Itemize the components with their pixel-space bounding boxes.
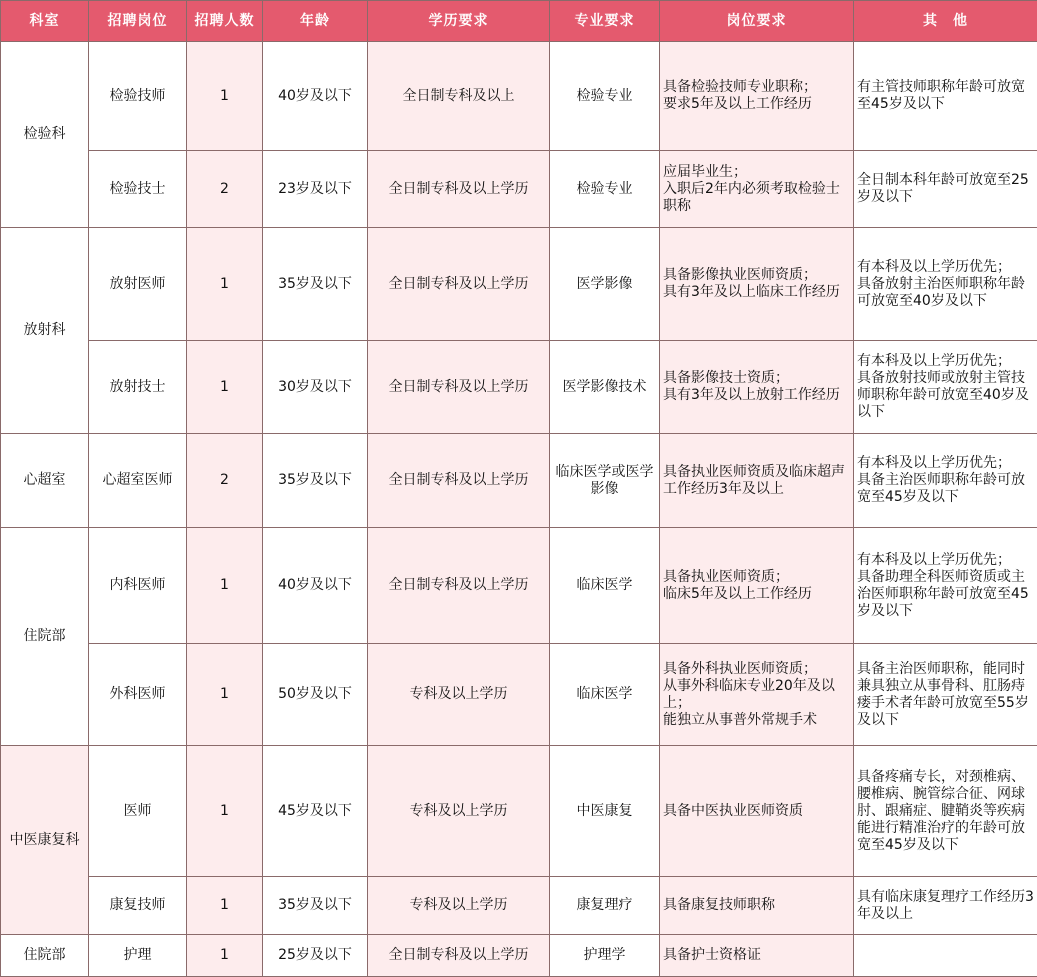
header-department: 科室 [1,1,89,42]
education-cell: 专科及以上学历 [368,877,550,935]
requirements-cell: 具备影像技士资质； 具有3年及以上放射工作经历 [660,341,854,434]
age-cell: 45岁及以下 [263,746,368,877]
header-row [1,1,1037,42]
table-row [1,935,1037,977]
requirements-cell: 具备中医执业医师资质 [660,746,854,877]
requirements-cell: 具备护士资格证 [660,935,854,977]
department-cell: 中医康复科 [1,746,89,935]
post-cell: 医师 [89,746,187,877]
count-cell: 1 [187,341,263,434]
age-cell: 40岁及以下 [263,528,368,644]
department-cell: 检验科 [1,42,89,228]
post-cell: 检验技师 [89,42,187,151]
education-cell: 全日制专科及以上学历 [368,228,550,341]
other-cell: 有本科及以上学历优先； 具备放射技师或放射主管技师职称年龄可放宽至40岁及以下 [854,341,1037,434]
major-cell: 检验专业 [550,151,660,228]
count-cell: 2 [187,151,263,228]
count-cell: 2 [187,434,263,528]
department-cell: 住院部 [1,935,89,977]
post-cell: 康复技师 [89,877,187,935]
major-cell: 康复理疗 [550,877,660,935]
table-row [1,341,1037,434]
header-other: 其 他 [854,1,1037,42]
count-cell: 1 [187,877,263,935]
requirements-cell: 具备康复技师职称 [660,877,854,935]
count-cell: 1 [187,746,263,877]
count-cell: 1 [187,528,263,644]
age-cell: 25岁及以下 [263,935,368,977]
other-cell: 有本科及以上学历优先； 具备放射主治医师职称年龄可放宽至40岁及以下 [854,228,1037,341]
major-cell: 医学影像 [550,228,660,341]
table-row [1,434,1037,528]
education-cell: 全日制专科及以上学历 [368,935,550,977]
other-cell: 具有临床康复理疗工作经历3年及以上 [854,877,1037,935]
post-cell: 心超室医师 [89,434,187,528]
count-cell: 1 [187,644,263,746]
other-cell: 有本科及以上学历优先； 具备助理全科医师资质或主治医师职称年龄可放宽至45岁及以下 [854,528,1037,644]
education-cell: 全日制专科及以上学历 [368,434,550,528]
age-cell: 50岁及以下 [263,644,368,746]
requirements-cell: 具备检验技师专业职称； 要求5年及以上工作经历 [660,42,854,151]
education-cell: 专科及以上学历 [368,746,550,877]
table-row [1,528,1037,644]
requirements-cell: 应届毕业生； 入职后2年内必须考取检验士职称 [660,151,854,228]
header-count: 招聘人数 [187,1,263,42]
department-cell: 放射科 [1,228,89,434]
header-education: 学历要求 [368,1,550,42]
education-cell: 全日制专科及以上学历 [368,528,550,644]
header-age: 年龄 [263,1,368,42]
other-cell [854,935,1037,977]
other-cell: 全日制本科年龄可放宽至25岁及以下 [854,151,1037,228]
post-cell: 内科医师 [89,528,187,644]
table-row [1,151,1037,228]
other-cell: 具备疼痛专长，对颈椎病、腰椎病、腕管综合征、网球肘、跟痛症、腱鞘炎等疾病能进行精准治疗的年龄可放宽至45岁及以下 [854,746,1037,877]
major-cell: 检验专业 [550,42,660,151]
department-cell: 心超室 [1,434,89,528]
header-major: 专业要求 [550,1,660,42]
education-cell: 专科及以上学历 [368,644,550,746]
count-cell: 1 [187,228,263,341]
requirements-cell: 具备影像执业医师资质； 具有3年及以上临床工作经历 [660,228,854,341]
major-cell: 医学影像技术 [550,341,660,434]
major-cell: 临床医学 [550,644,660,746]
major-cell: 临床医学 [550,528,660,644]
header-post: 招聘岗位 [89,1,187,42]
table-row [1,877,1037,935]
education-cell: 全日制专科及以上学历 [368,341,550,434]
major-cell: 护理学 [550,935,660,977]
age-cell: 35岁及以下 [263,877,368,935]
post-cell: 检验技士 [89,151,187,228]
table-row [1,42,1037,151]
header-requirements: 岗位要求 [660,1,854,42]
post-cell: 放射医师 [89,228,187,341]
age-cell: 35岁及以下 [263,228,368,341]
requirements-cell: 具备执业医师资质及临床超声工作经历3年及以上 [660,434,854,528]
requirements-cell: 具备外科执业医师资质； 从事外科临床专业20年及以上； 能独立从事普外常规手术 [660,644,854,746]
age-cell: 23岁及以下 [263,151,368,228]
age-cell: 40岁及以下 [263,42,368,151]
other-cell: 有主管技师职称年龄可放宽至45岁及以下 [854,42,1037,151]
education-cell: 全日制专科及以上 [368,42,550,151]
other-cell: 具备主治医师职称，能同时兼具独立从事骨科、肛肠痔瘘手术者年龄可放宽至55岁及以下 [854,644,1037,746]
age-cell: 30岁及以下 [263,341,368,434]
post-cell: 护理 [89,935,187,977]
post-cell: 放射技士 [89,341,187,434]
table-row [1,644,1037,746]
other-cell: 有本科及以上学历优先； 具备主治医师职称年龄可放宽至45岁及以下 [854,434,1037,528]
requirements-cell: 具备执业医师资质； 临床5年及以上工作经历 [660,528,854,644]
table-row [1,746,1037,877]
major-cell: 中医康复 [550,746,660,877]
education-cell: 全日制专科及以上学历 [368,151,550,228]
post-cell: 外科医师 [89,644,187,746]
count-cell: 1 [187,42,263,151]
table-row [1,228,1037,341]
major-cell: 临床医学或医学影像 [550,434,660,528]
department-cell: 住院部 [1,528,89,746]
count-cell: 1 [187,935,263,977]
age-cell: 35岁及以下 [263,434,368,528]
